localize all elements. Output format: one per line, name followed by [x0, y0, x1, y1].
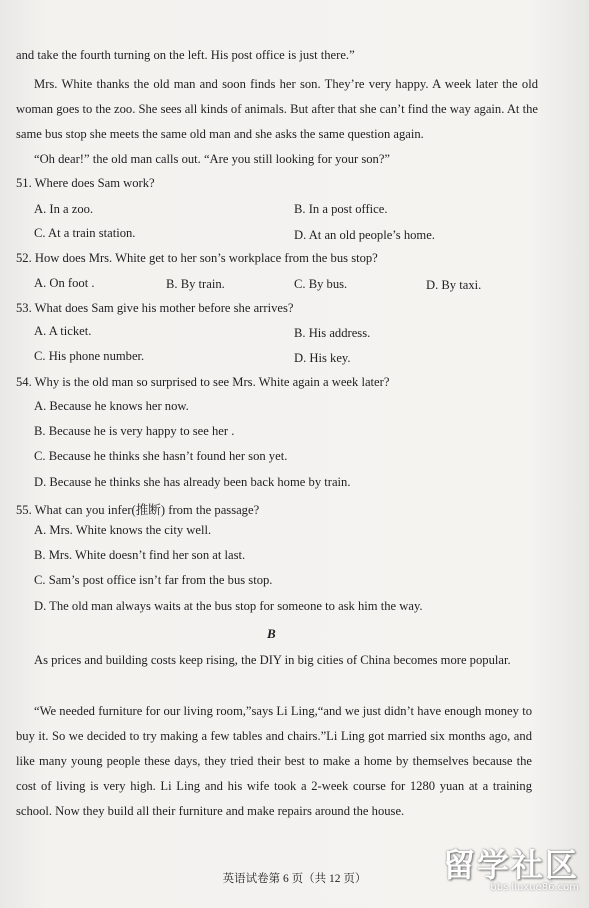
- passage-paragraph-1: Mrs. White thanks the old man and soon finds her son. They’re very happy. A week later the old woman goes to the zoo. She sees all kinds of animals. But after that she can’t find the way again. At the same bus stop she meets the same old man and she asks the same question again.: [16, 77, 538, 141]
- watermark-url: bbs.liuxue86.com: [490, 882, 579, 893]
- section-b-paragraph-2: “We needed furniture for our living room,”says Li Ling,“and we just didn’t have enough money to buy it. So we decided to try making a few tables and chairs.”Li Ling got married six months ago, and like many young people these days, they tried their best to make a home by themselves because the cost of living is very high. Li Ling and his wife took a 2-week course for 1280 yuan at a training school. Now they build all their furniture and make repairs around the house.: [16, 704, 532, 818]
- q52-option-c[interactable]: C. By bus.: [294, 277, 348, 291]
- section-heading-b: B: [267, 626, 276, 641]
- page-number-footer: 英语试卷第 6 页（共 12 页）: [222, 873, 367, 885]
- q53-option-d[interactable]: D. His key.: [294, 351, 351, 365]
- q53-option-a[interactable]: A. A ticket.: [34, 324, 92, 338]
- q51-option-a[interactable]: A. In a zoo.: [34, 202, 94, 216]
- q51-option-c[interactable]: C. At a train station.: [34, 226, 136, 240]
- question-52: 52. How does Mrs. White get to her son’s workplace from the bus stop?: [16, 251, 378, 265]
- q54-option-a[interactable]: A. Because he knows her now.: [34, 399, 189, 413]
- q52-option-d[interactable]: D. By taxi.: [426, 278, 482, 292]
- q54-option-c[interactable]: C. Because he thinks she hasn’t found her son yet.: [34, 449, 288, 463]
- question-55: 55. What can you infer(推断) from the passage?: [16, 503, 260, 517]
- q54-option-b[interactable]: B. Because he is very happy to see her .: [34, 424, 235, 438]
- q55-option-d[interactable]: D. The old man always waits at the bus stop for someone to ask him the way.: [34, 599, 423, 613]
- q52-option-a[interactable]: A. On foot .: [34, 276, 95, 290]
- q52-option-b[interactable]: B. By train.: [166, 277, 225, 291]
- question-51: 51. Where does Sam work?: [16, 176, 155, 190]
- passage-paragraph-2: “Oh dear!” the old man calls out. “Are you still looking for your son?”: [34, 152, 391, 166]
- q55-option-c[interactable]: C. Sam’s post office isn’t far from the bus stop.: [34, 573, 273, 587]
- site-watermark: [419, 840, 579, 900]
- question-53: 53. What does Sam give his mother before she arrives?: [16, 301, 294, 315]
- watermark-brand: 留学社区: [442, 846, 579, 884]
- q51-option-b[interactable]: B. In a post office.: [294, 202, 388, 216]
- section-b-paragraph-1: As prices and building costs keep rising, the DIY in big cities of China becomes more popular.: [34, 653, 511, 667]
- q54-option-d[interactable]: D. Because he thinks she has already been back home by train.: [34, 475, 351, 489]
- question-54: 54. Why is the old man so surprised to see Mrs. White again a week later?: [16, 375, 390, 389]
- passage-line-top: and take the fourth turning on the left. His post office is just there.”: [16, 48, 355, 62]
- q51-option-d[interactable]: D. At an old people’s home.: [294, 228, 435, 242]
- q55-option-a[interactable]: A. Mrs. White knows the city well.: [34, 523, 212, 537]
- q55-option-b[interactable]: B. Mrs. White doesn’t find her son at last.: [34, 548, 246, 562]
- q53-option-c[interactable]: C. His phone number.: [34, 349, 145, 363]
- q53-option-b[interactable]: B. His address.: [294, 326, 371, 340]
